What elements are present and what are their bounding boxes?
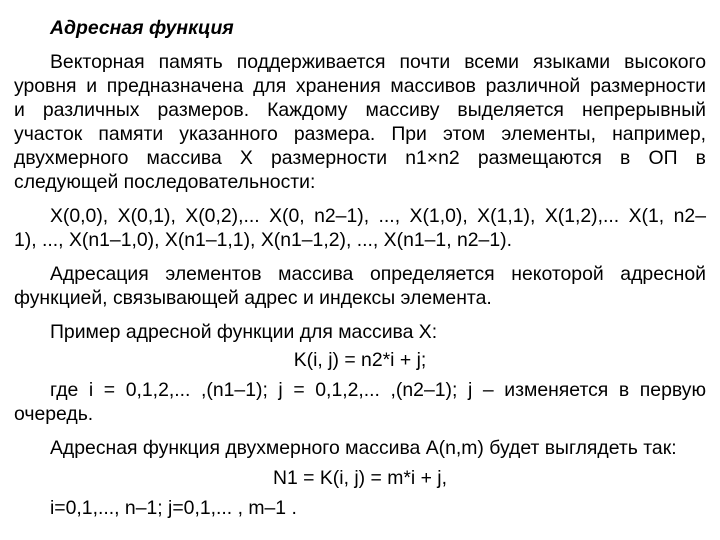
paragraph-line: функцией, связывающей адрес и индексы элемента. — [14, 287, 492, 309]
paragraph-line: следующей последовательности: — [14, 171, 316, 193]
two-dim-intro: Адресная функция двухмерного массива A(n,m) будет выглядеть так: — [50, 437, 677, 459]
example-intro: Пример адресной функции для массива X: — [50, 321, 438, 343]
two-dim-formula: N1 = K(i, j) = m*i + j, — [272, 467, 448, 489]
paragraph-line: и различных размеров. Каждому массиву выделяется непрерывный — [14, 99, 706, 121]
sequence-line: 1), ..., X(n1–1,0), X(n1–1,1), X(n1–1,2), ..., X(n1–1, n2–1). — [14, 229, 512, 251]
paragraph-line: участок памяти указанного размера. При этом элементы, например, — [14, 123, 706, 145]
sequence-line: X(0,0), X(0,1), X(0,2),... X(0, n2–1), ..., X(1,0), X(1,1), X(1,2),... X(1, n2– — [50, 205, 706, 227]
index-ranges: i=0,1,..., n–1; j=0,1,... , m–1 . — [50, 497, 297, 519]
where-line: очередь. — [14, 403, 94, 425]
paragraph-line: Векторная память поддерживается почти всеми языками высокого — [50, 51, 706, 73]
paragraph-line: уровня и предназначена для хранения массивов различной размерности — [14, 75, 706, 97]
where-line: где i = 0,1,2,... ,(n1–1); j = 0,1,2,... ,(n2–1); j – изменяется в первую — [50, 379, 706, 401]
paragraph-line: Адресация элементов массива определяется некоторой адресной — [50, 263, 706, 285]
address-formula: K(i, j) = n2*i + j; — [293, 349, 427, 371]
paragraph-line: двухмерного массива X размерности n1×n2 размещаются в ОП в — [14, 147, 706, 169]
section-title: Адресная функция — [50, 17, 234, 39]
